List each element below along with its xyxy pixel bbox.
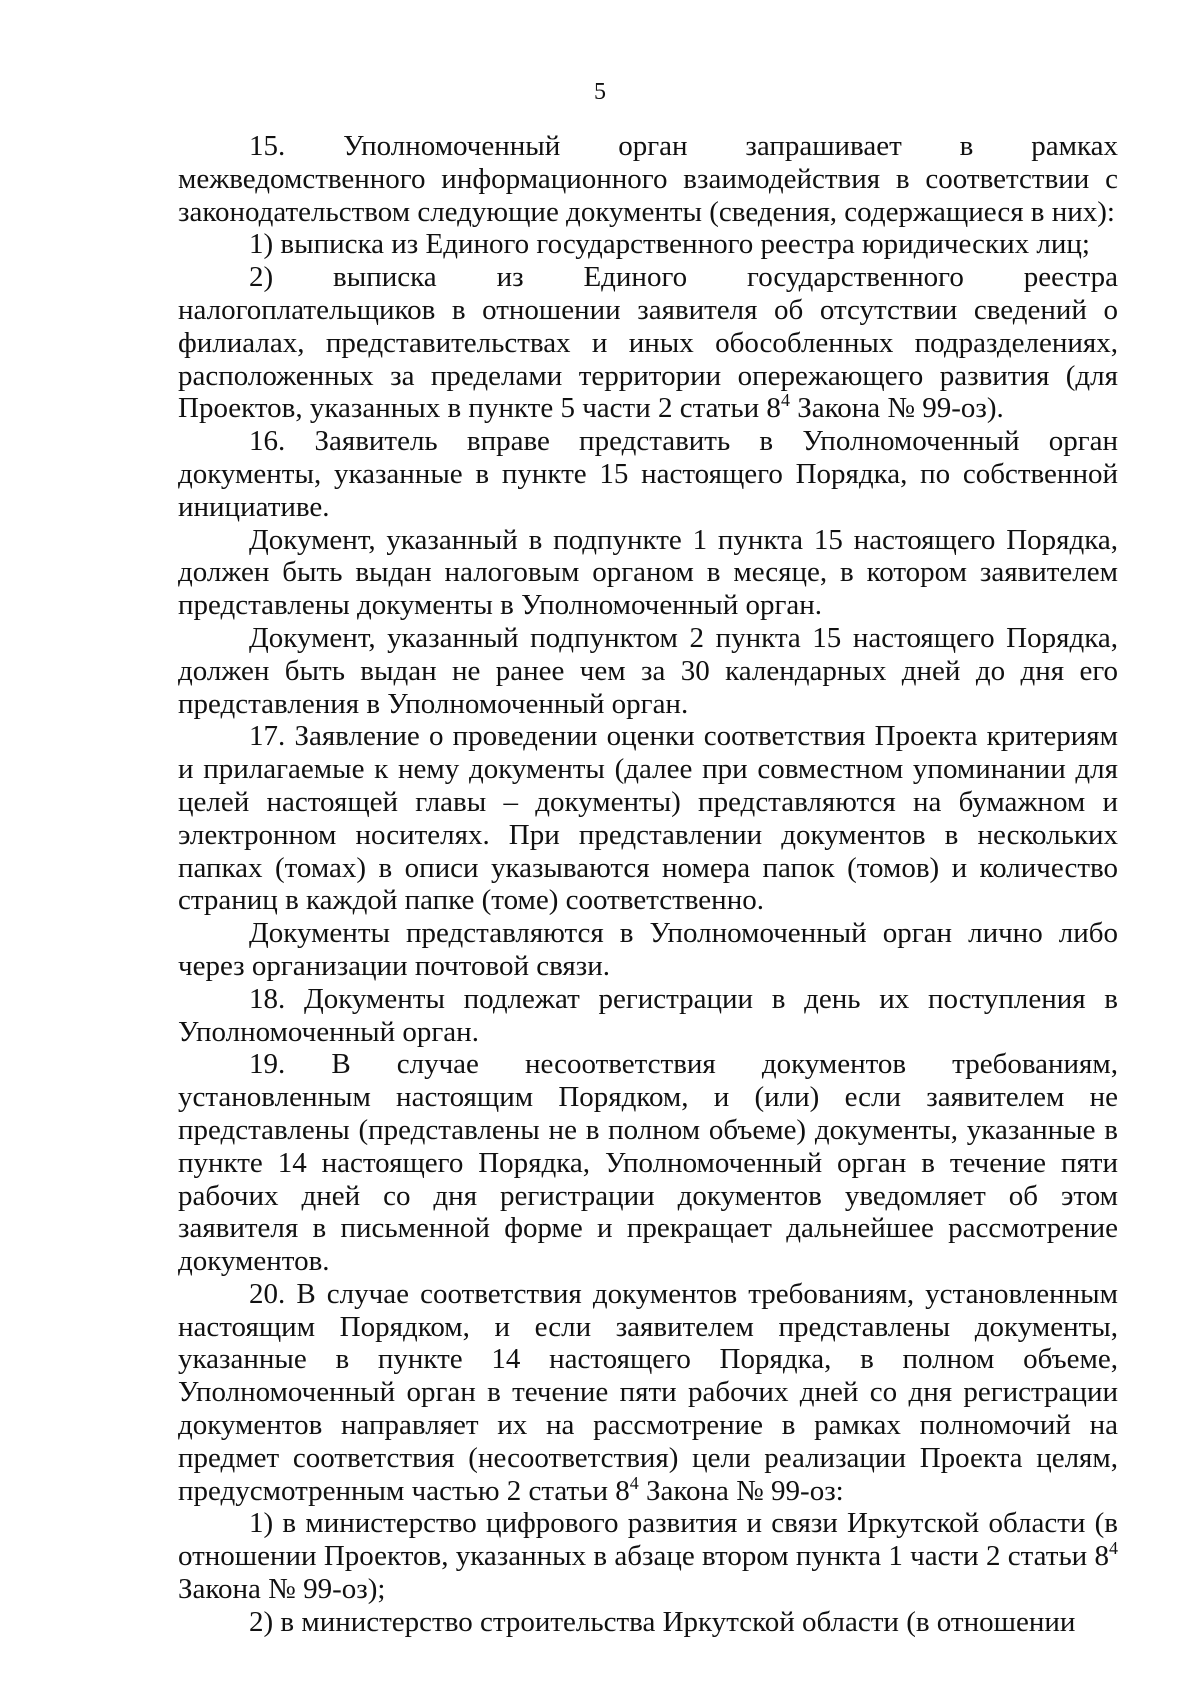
paragraph-15-item-1 bbox=[178, 228, 1118, 261]
page-number: 5 bbox=[594, 79, 606, 105]
paragraph-20-item-2 bbox=[178, 1606, 1118, 1639]
paragraph-text: 17. Заявление о проведении оценки соответствия Проекта критериям и прилагаемые к нему документы (далее при совместном упоминании для целей настоящей главы – документы) представляются на бумажном и электронном носителях. При представлении документов в нескольких папках (томах) в описи указываются номера папок (томов) и количество страниц в каждой папке (томе) соответственно. bbox=[178, 720, 1118, 917]
superscript: 4 bbox=[780, 390, 790, 411]
paragraph-text-tail: Закона № 99-оз: bbox=[638, 1474, 844, 1507]
paragraph-text-tail: Закона № 99-оз); bbox=[178, 1573, 386, 1606]
paragraph-text-tail: Закона № 99-оз). bbox=[789, 392, 1004, 425]
paragraph-text: 20. В случае соответствия документов требованиям, установленным настоящим Порядком, и если заявителем представлены документы, указанные в пункте 14 настоящего Порядка, в полном объеме, Уполномоченный орган в течение пяти рабочих дней со дня регистрации документов направляет их на рассмотрение в рамках полномочий на предмет соответствия (несоответствия) цели реализации Проекта целям, предусмотренным частью 2 статьи 8 bbox=[178, 1277, 1118, 1507]
paragraph-text: 2) в министерство строительства Иркутской области (в отношении bbox=[249, 1605, 1076, 1638]
paragraph-text: 15. Уполномоченный орган запрашивает в рамках межведомственного информационного взаимодействия в соответствии с законодательством следующие документы (сведения, содержащиеся в них): bbox=[178, 130, 1118, 228]
paragraph-20-item-1 bbox=[178, 1507, 1118, 1605]
paragraph-20 bbox=[178, 1278, 1118, 1508]
paragraph-text: 1) выписка из Единого государственного реестра юридических лиц; bbox=[249, 228, 1090, 261]
paragraph-17-note bbox=[178, 917, 1118, 983]
paragraph-text: 18. Документы подлежат регистрации в день их поступления в Уполномоченный орган. bbox=[178, 982, 1118, 1048]
paragraph-16 bbox=[178, 425, 1118, 523]
paragraph-15-item-2 bbox=[178, 261, 1118, 425]
paragraph-text: 16. Заявитель вправе представить в Уполномоченный орган документы, указанные в пункте 15 настоящего Порядка, по собственной инициативе. bbox=[178, 425, 1118, 523]
superscript: 4 bbox=[629, 1472, 639, 1493]
paragraph-text: Документы представляются в Уполномоченный орган лично либо через организации почтовой связи. bbox=[178, 917, 1118, 982]
paragraph-16-note-1 bbox=[178, 524, 1118, 622]
paragraph-text: Документ, указанный в подпункте 1 пункта 15 настоящего Порядка, должен быть выдан налоговым органом в месяце, в котором заявителем представлены документы в Уполномоченный орган. bbox=[178, 523, 1118, 622]
paragraph-19 bbox=[178, 1048, 1118, 1278]
paragraph-text: 2) выписка из Единого государственного реестра налогоплательщиков в отношении заявителя об отсутствии сведений о филиалах, представительствах и иных обособленных подразделениях, расположенных за пределами территории опережающего развития (для Проектов, указанных в пункте 5 части 2 статьи 8 bbox=[178, 261, 1118, 425]
paragraph-text: 1) в министерство цифрового развития и связи Иркутской области (в отношении Проектов, указанных в абзаце втором пункта 1 части 2 статьи 8 bbox=[178, 1507, 1118, 1573]
paragraph-15 bbox=[178, 130, 1118, 228]
document-body bbox=[178, 130, 1118, 1639]
superscript: 4 bbox=[1109, 1538, 1118, 1559]
paragraph-18 bbox=[178, 983, 1118, 1049]
paragraph-text: 19. В случае несоответствия документов требованиям, установленным настоящим Порядком, и (или) если заявителем не представлены (представлены не в полном объеме) документы, указанные в пункте 14 настоящего Порядка, Уполномоченный орган в течение пяти рабочих дней со дня регистрации документов уведомляет об этом заявителя в письменной форме и прекращает дальнейшее рассмотрение документов. bbox=[178, 1048, 1118, 1278]
paragraph-text: Документ, указанный подпунктом 2 пункта 15 настоящего Порядка, должен быть выдан не ранее чем за 30 календарных дней до дня его представления в Уполномоченный орган. bbox=[178, 621, 1118, 720]
paragraph-17 bbox=[178, 720, 1118, 917]
paragraph-16-note-2 bbox=[178, 622, 1118, 720]
